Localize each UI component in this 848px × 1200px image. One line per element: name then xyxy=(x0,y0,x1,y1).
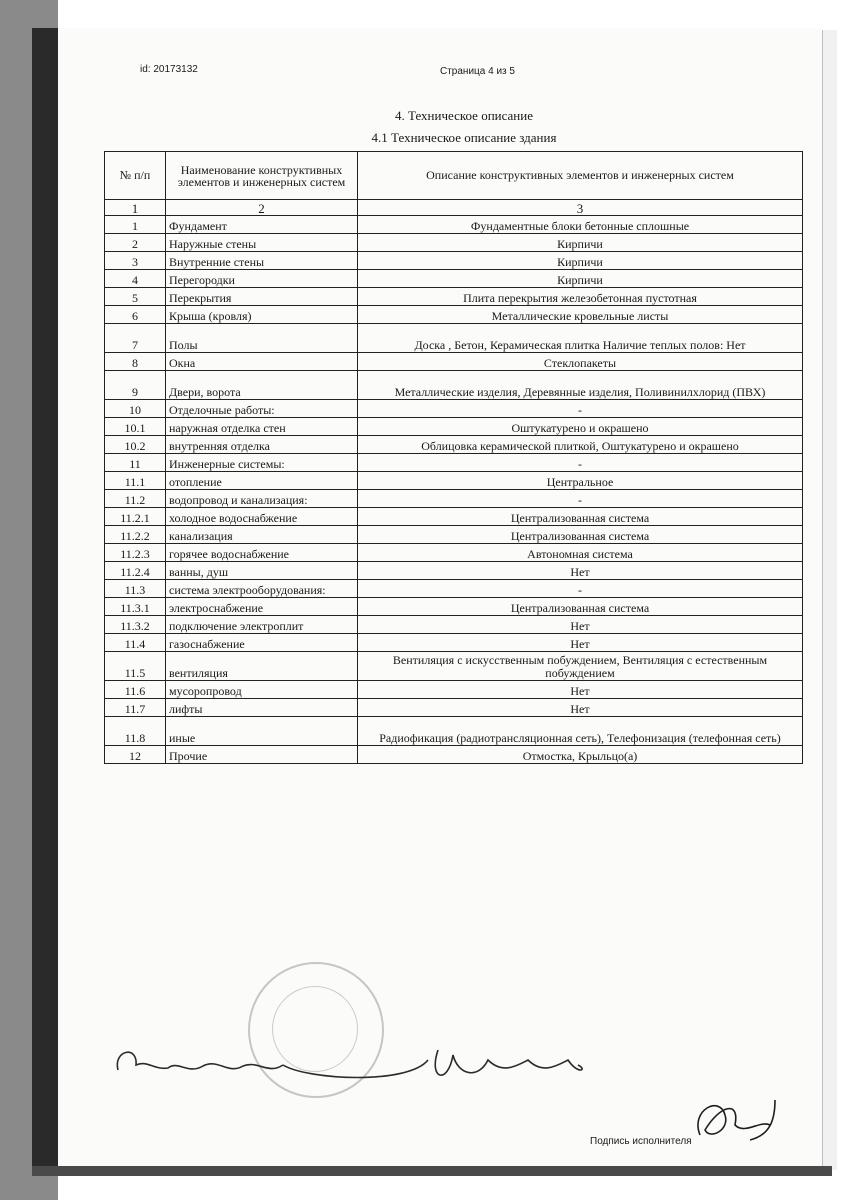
row-name: Прочие xyxy=(166,746,358,764)
row-name: лифты xyxy=(166,699,358,717)
row-description: Кирпичи xyxy=(358,252,803,270)
row-name: Отделочные работы: xyxy=(166,400,358,418)
row-name: вентиляция xyxy=(166,652,358,681)
table-row xyxy=(105,288,803,306)
row-description: Нет xyxy=(358,681,803,699)
row-name: наружная отделка стен xyxy=(166,418,358,436)
row-name: холодное водоснабжение xyxy=(166,508,358,526)
row-description: Плита перекрытия железобетонная пустотная xyxy=(358,288,803,306)
row-description: Нет xyxy=(358,616,803,634)
row-name: Внутренние стены xyxy=(166,252,358,270)
table-row xyxy=(105,717,803,746)
row-name: горячее водоснабжение xyxy=(166,544,358,562)
col-number-1: 1 xyxy=(105,200,166,216)
table-row xyxy=(105,598,803,616)
row-number: 2 xyxy=(105,234,166,252)
row-name: внутренняя отделка xyxy=(166,436,358,454)
row-description: - xyxy=(358,490,803,508)
row-description: - xyxy=(358,580,803,598)
row-name: Инженерные системы: xyxy=(166,454,358,472)
row-name: Фундамент xyxy=(166,216,358,234)
row-name: Полы xyxy=(166,324,358,353)
row-description: Нет xyxy=(358,699,803,717)
section-subtitle: 4.1 Техническое описание здания xyxy=(371,130,557,145)
row-description: Доска , Бетон, Керамическая плитка Наличие теплых полов: Нет xyxy=(358,324,803,353)
row-number: 11.2.1 xyxy=(105,508,166,526)
tech-description-table xyxy=(104,151,803,764)
row-name: мусоропровод xyxy=(166,681,358,699)
row-number: 11.2.2 xyxy=(105,526,166,544)
row-name: иные xyxy=(166,717,358,746)
table-row xyxy=(105,526,803,544)
scan-right-edge xyxy=(822,30,837,1170)
row-name: Перегородки xyxy=(166,270,358,288)
table-row xyxy=(105,616,803,634)
row-name: Наружные стены xyxy=(166,234,358,252)
row-name: отопление xyxy=(166,472,358,490)
row-name: Окна xyxy=(166,353,358,371)
row-number: 9 xyxy=(105,371,166,400)
table-row xyxy=(105,353,803,371)
document-id: id: 20173132 xyxy=(140,64,198,75)
executor-signature xyxy=(680,1090,790,1150)
row-number: 3 xyxy=(105,252,166,270)
page-counter: Страница 4 из 5 xyxy=(440,66,515,77)
row-name: газоснабжение xyxy=(166,634,358,652)
table-row xyxy=(105,216,803,234)
table-row xyxy=(105,454,803,472)
row-number: 11.2.4 xyxy=(105,562,166,580)
row-number: 12 xyxy=(105,746,166,764)
row-description: Фундаментные блоки бетонные сплошные xyxy=(358,216,803,234)
table-row xyxy=(105,490,803,508)
row-description: Кирпичи xyxy=(358,234,803,252)
row-name: водопровод и канализация: xyxy=(166,490,358,508)
table-row xyxy=(105,436,803,454)
table-row xyxy=(105,508,803,526)
row-description: Кирпичи xyxy=(358,270,803,288)
row-number: 11.3.1 xyxy=(105,598,166,616)
row-description: Радиофикация (радиотрансляционная сеть), Телефонизация (телефонная сеть) xyxy=(358,717,803,746)
row-number: 11.2 xyxy=(105,490,166,508)
col-number-3: 3 xyxy=(358,200,803,216)
handwritten-copy-note xyxy=(108,1030,608,1100)
scan-shadow-strip xyxy=(32,28,60,1168)
table-row xyxy=(105,580,803,598)
row-number: 11.5 xyxy=(105,652,166,681)
row-number: 11.6 xyxy=(105,681,166,699)
row-number: 1 xyxy=(105,216,166,234)
header-name: Наименование конструктивных элементов и инженерных систем xyxy=(166,152,358,200)
row-name: Перекрытия xyxy=(166,288,358,306)
col-number-2: 2 xyxy=(166,200,358,216)
table-row xyxy=(105,562,803,580)
row-number: 8 xyxy=(105,353,166,371)
row-number: 10.1 xyxy=(105,418,166,436)
header-desc: Описание конструктивных элементов и инженерных систем xyxy=(358,152,803,200)
row-number: 11 xyxy=(105,454,166,472)
row-number: 11.1 xyxy=(105,472,166,490)
row-description: Централизованная система xyxy=(358,508,803,526)
table-row xyxy=(105,472,803,490)
row-name: электроснабжение xyxy=(166,598,358,616)
row-description: Централизованная система xyxy=(358,526,803,544)
row-description: Центральное xyxy=(358,472,803,490)
row-number: 11.3.2 xyxy=(105,616,166,634)
row-name: Крыша (кровля) xyxy=(166,306,358,324)
table-row xyxy=(105,746,803,764)
row-description: - xyxy=(358,454,803,472)
table-row xyxy=(105,418,803,436)
row-number: 11.3 xyxy=(105,580,166,598)
row-description: - xyxy=(358,400,803,418)
row-number: 10.2 xyxy=(105,436,166,454)
row-number: 4 xyxy=(105,270,166,288)
header-num: № п/п xyxy=(105,152,166,200)
row-number: 5 xyxy=(105,288,166,306)
row-description: Отмостка, Крыльцо(а) xyxy=(358,746,803,764)
row-description: Облицовка керамической плиткой, Оштукатурено и окрашено xyxy=(358,436,803,454)
table-row xyxy=(105,634,803,652)
table-row xyxy=(105,652,803,681)
table-row xyxy=(105,270,803,288)
row-number: 11.8 xyxy=(105,717,166,746)
table-row xyxy=(105,306,803,324)
table-row xyxy=(105,324,803,353)
row-name: система электрооборудования: xyxy=(166,580,358,598)
row-description: Нет xyxy=(358,562,803,580)
row-description: Централизованная система xyxy=(358,598,803,616)
table-row xyxy=(105,371,803,400)
row-description: Вентиляция с искусственным побуждением, Вентиляция с естественным побуждением xyxy=(358,652,803,681)
row-name: канализация xyxy=(166,526,358,544)
row-description: Металлические изделия, Деревянные изделия, Поливинилхлорид (ПВХ) xyxy=(358,371,803,400)
table-row xyxy=(105,681,803,699)
row-name: ванны, душ xyxy=(166,562,358,580)
table-row xyxy=(105,234,803,252)
row-description: Нет xyxy=(358,634,803,652)
table-row xyxy=(105,544,803,562)
table-row xyxy=(105,699,803,717)
row-number: 10 xyxy=(105,400,166,418)
row-name: Двери, ворота xyxy=(166,371,358,400)
section-title: 4. Техническое описание xyxy=(395,108,533,123)
signature-label: Подпись исполнителя xyxy=(590,1136,692,1147)
scan-bottom-edge xyxy=(32,1166,832,1176)
row-description: Металлические кровельные листы xyxy=(358,306,803,324)
row-description: Автономная система xyxy=(358,544,803,562)
row-description: Оштукатурено и окрашено xyxy=(358,418,803,436)
row-description: Стеклопакеты xyxy=(358,353,803,371)
row-number: 11.2.3 xyxy=(105,544,166,562)
row-number: 7 xyxy=(105,324,166,353)
table-row xyxy=(105,400,803,418)
row-number: 11.4 xyxy=(105,634,166,652)
row-number: 11.7 xyxy=(105,699,166,717)
row-name: подключение электроплит xyxy=(166,616,358,634)
row-number: 6 xyxy=(105,306,166,324)
table-row xyxy=(105,252,803,270)
